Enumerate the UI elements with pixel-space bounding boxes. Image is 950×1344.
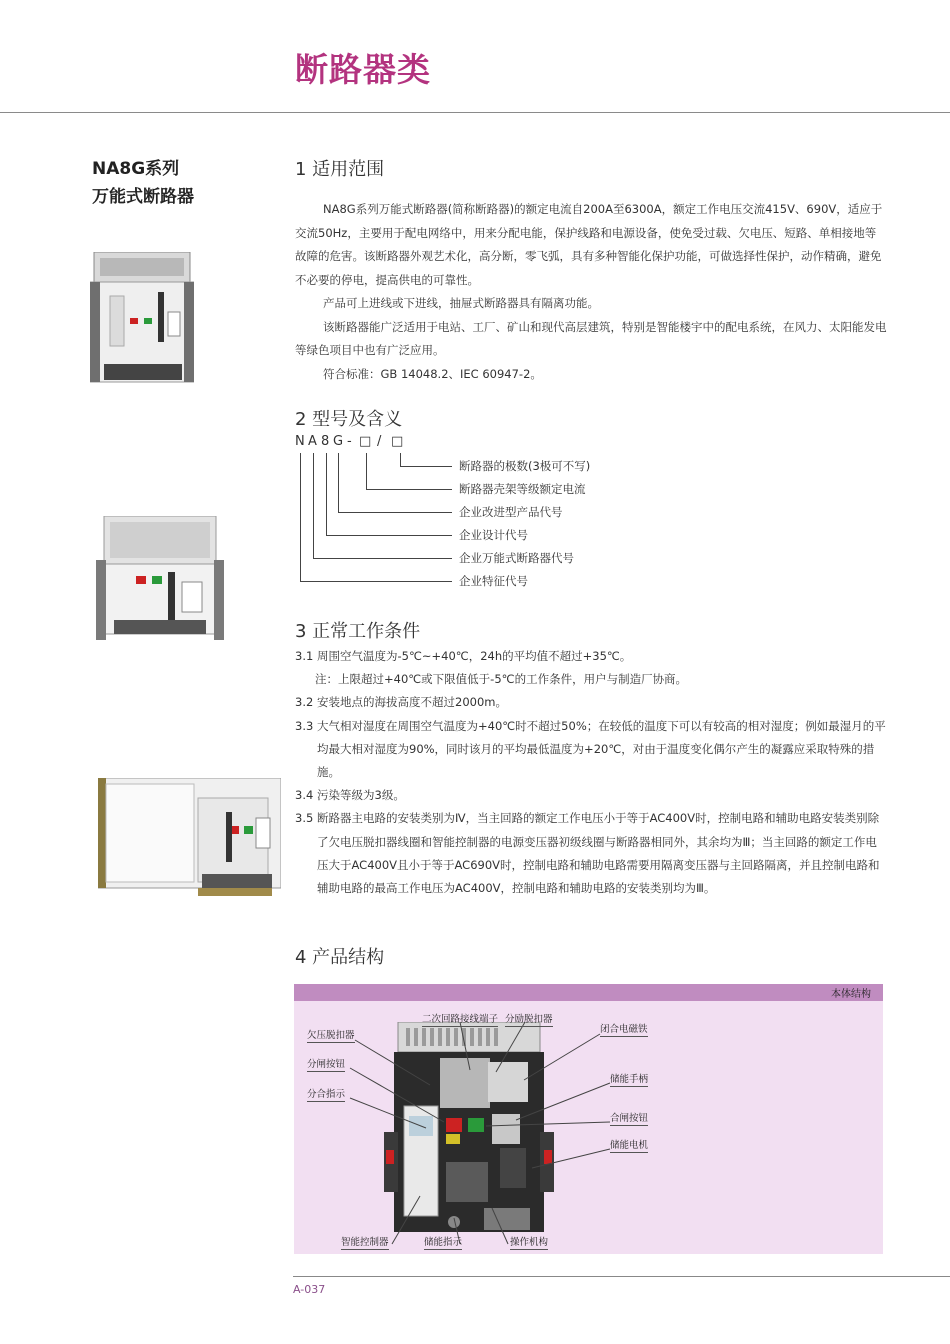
footer-divider <box>293 1276 950 1277</box>
section-4-title: 4 产品结构 <box>295 947 385 968</box>
condition-text: 安装地点的海拔高度不超过2000m。 <box>317 695 507 710</box>
label-intelligent-controller: 智能控制器 <box>341 1234 389 1250</box>
model-letter: 8 <box>321 434 330 449</box>
label-operating-mechanism: 操作机构 <box>510 1234 548 1250</box>
label-close-button: 合闸按钮 <box>610 1110 648 1126</box>
section-1-paragraph: 符合标准：GB 14048.2、IEC 60947-2。 <box>323 366 542 381</box>
model-label-acb-code: 企业万能式断路器代号 <box>459 551 574 565</box>
section-2-title: 2 型号及含义 <box>295 409 403 430</box>
label-position-indicator: 分合指示 <box>307 1086 345 1102</box>
model-letter: □ <box>391 434 404 449</box>
product-title-line2: 万能式断路器 <box>92 187 194 207</box>
condition-text: 周围空气温度为-5℃~+40℃，24h的平均值不超过+35℃。 <box>317 649 632 663</box>
label-charge-indicator: 储能指示 <box>424 1234 462 1250</box>
section-1-title: 1 适用范围 <box>295 159 385 180</box>
condition-number: 3.5 <box>295 811 314 826</box>
condition-text: 大气相对湿度在周围空气温度为+40℃时不超过50%；在较低的温度下可以有较高的相对湿度；例如最湿月的平均最大相对湿度为90%，同时该月的平均最低温度为+20℃，对由于温度变化偶尔产生的凝露应采取特殊的措施。 <box>317 718 886 780</box>
condition-note: 注：上限超过+40℃或下限值低于-5℃的工作条件，用户与制造厂协商。 <box>315 672 688 687</box>
label-secondary-terminal: 二次回路接线端子 <box>422 1011 498 1027</box>
page-number: A-037 <box>293 1283 326 1296</box>
label-open-button: 分闸按钮 <box>307 1056 345 1072</box>
label-undervoltage-release: 欠压脱扣器 <box>307 1027 355 1043</box>
model-letter: G <box>333 434 344 449</box>
model-label-frame-current: 断路器壳架等级额定电流 <box>459 482 586 496</box>
condition-number: 3.2 <box>295 695 314 710</box>
label-closing-magnet: 闭合电磁铁 <box>600 1021 648 1037</box>
label-charging-motor: 储能电机 <box>610 1137 648 1153</box>
product-title-line1: NA8G系列 <box>92 159 180 179</box>
condition-number: 3.1 <box>295 649 314 663</box>
label-charging-handle: 储能手柄 <box>610 1071 648 1087</box>
section-1-paragraph: NA8G系列万能式断路器(简称断路器)的额定电流自200A至6300A，额定工作电压交流415V、690V，适应于交流50Hz，主要用于配电网络中，用来分配电能，保护线路和电源设备，使免受过载、欠电压、短路、单相接地等故障的危害。该断路器外观艺术化，高分断，零飞弧，具有多种智能化保护功能，可做选择性保护，动作精确，避免不必要的停电，提高供电的可靠性。 <box>295 202 883 287</box>
model-letter: A <box>308 434 317 449</box>
section-1-paragraph: 产品可上进线或下进线，抽屉式断路器具有隔离功能。 <box>323 296 599 310</box>
structure-panel-label: 本体结构 <box>831 989 871 1000</box>
model-letter: / <box>377 434 382 449</box>
model-label-feature-code: 企业特征代号 <box>459 574 528 588</box>
condition-text: 污染等级为3级。 <box>317 788 405 803</box>
model-label-design-code: 企业设计代号 <box>459 528 528 542</box>
label-shunt-release: 分励脱扣器 <box>505 1011 553 1027</box>
condition-text: 断路器主电路的安装类别为Ⅳ，当主回路的额定工作电压小于等于AC400V时，控制电路和辅助电路安装类别除了欠电压脱扣器线圈和智能控制器的电源变压器初级线圈与断路器相同外，其余均为Ⅲ；当主回路的额定工作电压大于AC400V且小于等于AC690V时，控制电路和辅助电路需要用隔离变压器与主回路隔离，并且控制电路和辅助电路的最高工作电压为AC400V，控制电路和辅助电路的安装类别均为Ⅲ。 <box>317 811 880 896</box>
model-label-poles: 断路器的极数(3极可不写) <box>459 459 591 473</box>
model-letter: - <box>347 434 352 449</box>
section-3-title: 3 正常工作条件 <box>295 621 421 642</box>
model-label-improved-code: 企业改进型产品代号 <box>459 505 563 519</box>
condition-number: 3.3 <box>295 718 314 733</box>
model-letter: □ <box>359 434 372 449</box>
section-1-paragraph: 该断路器能广泛适用于电站、工厂、矿山和现代高层建筑，特别是智能楼宇中的配电系统，在风力、太阳能发电等绿色项目中也有广泛应用。 <box>295 319 887 357</box>
condition-number: 3.4 <box>295 788 314 803</box>
model-letter: N <box>295 434 305 449</box>
page-title: 断路器类 <box>295 50 431 89</box>
